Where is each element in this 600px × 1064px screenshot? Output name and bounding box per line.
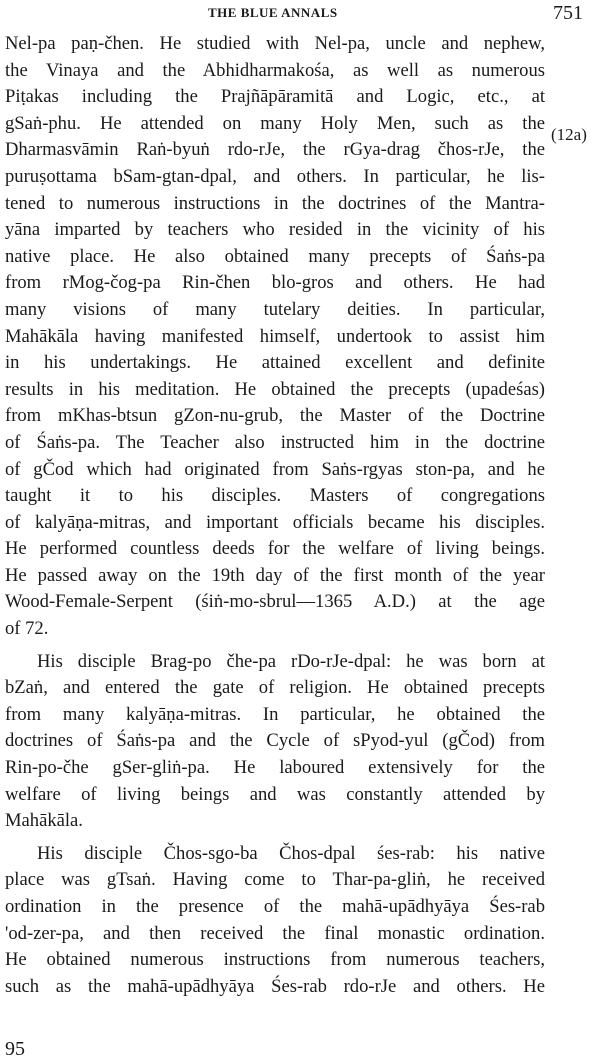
text-line: native place. He also obtained many precepts of Śaṅs-pa xyxy=(5,245,545,267)
text-line: the Vinaya and the Abhidharmakośa, as well as numerous xyxy=(5,59,545,81)
text-line: from many kalyāṇa-mitras. In particular, he obtained the xyxy=(5,703,545,725)
text-line: results in his meditation. He obtained the precepts (upadeśas) xyxy=(5,378,545,400)
text-line: Mahākāla. xyxy=(5,810,83,832)
text-line: He passed away on the 19th day of the first month of the year xyxy=(5,564,545,586)
text-line: Dharmasvāmin Raṅ-byuṅ rdo-rJe, the rGya-drag čhos-rJe, the xyxy=(5,139,545,161)
paragraph xyxy=(5,31,545,643)
text-line: of Śaṅs-pa. The Teacher also instructed him in the doctrine xyxy=(5,431,545,453)
text-line: Rin-po-čhe gSer-gliṅ-pa. He laboured extensively for the xyxy=(5,757,545,779)
margin-note: (12a) xyxy=(551,125,587,144)
body-text xyxy=(5,31,545,1006)
text-line: such as the mahā-upādhyāya Śes-rab rdo-rJe and others. He xyxy=(5,975,545,997)
text-line: He performed countless deeds for the welfare of living beings. xyxy=(5,538,545,560)
text-line: taught it to his disciples. Masters of congregations xyxy=(5,485,545,507)
folio-number: 751 xyxy=(553,2,583,24)
text-line: of kalyāṇa-mitras, and important officials became his disciples. xyxy=(5,511,545,533)
text-line: gSaṅ-phu. He attended on many Holy Men, such as the xyxy=(5,112,545,134)
text-line: from rMog-čog-pa Rin-čhen blo-gros and others. He had xyxy=(5,272,545,294)
page-number: 95 xyxy=(5,1038,25,1060)
page-header xyxy=(0,2,600,26)
text-line: from mKhas-btsun gZon-nu-grub, the Master of the Doctrine xyxy=(5,405,545,427)
text-line: in his undertakings. He attained excellent and definite xyxy=(5,352,545,374)
text-line: doctrines of Śaṅs-pa and the Cycle of sPyod-yul (gČod) from xyxy=(5,730,545,752)
text-line: He obtained numerous instructions from numerous teachers, xyxy=(5,949,545,971)
text-line: welfare of living beings and was constantly attended by xyxy=(5,783,545,805)
text-line: of gČod which had originated from Saṅs-rgyas ston-pa, and he xyxy=(5,458,545,480)
text-line: many visions of many tutelary deities. In particular, xyxy=(5,298,545,320)
text-line: of 72. xyxy=(5,618,49,640)
text-line: His disciple Čhos-sgo-ba Čhos-dpal śes-rab: his native xyxy=(37,842,545,864)
text-line: tened to numerous instructions in the doctrines of the Mantra- xyxy=(5,192,545,214)
text-line: place was gTsaṅ. Having come to Thar-pa-gliṅ, he received xyxy=(5,869,545,891)
text-line: Nel-pa paṇ-čhen. He studied with Nel-pa, uncle and nephew, xyxy=(5,33,545,54)
text-line: yāna imparted by teachers who resided in the vicinity of his xyxy=(5,219,545,241)
text-line: Piṭakas including the Prajñāpāramitā and Logic, etc., at xyxy=(5,86,545,108)
text-line: puruṣottama bSam-gtan-dpal, and others. In particular, he lis- xyxy=(5,165,545,187)
paragraph xyxy=(5,649,545,835)
text-line: Mahākāla having manifested himself, undertook to assist him xyxy=(5,325,545,347)
text-line: His disciple Brag-po čhe-pa rDo-rJe-dpal: he was born at xyxy=(37,650,545,672)
paragraph xyxy=(5,841,545,1001)
text-line: bZaṅ, and entered the gate of religion. He obtained precepts xyxy=(5,677,545,699)
text-line: Wood-Female-Serpent (śiṅ-mo-sbrul—1365 A.D.) at the age xyxy=(5,591,545,613)
text-line: ordination in the presence of the mahā-upādhyāya Śes-rab xyxy=(5,896,545,917)
text-line: 'od-zer-pa, and then received the final monastic ordination. xyxy=(5,922,545,944)
running-title: THE BLUE ANNALS xyxy=(208,5,338,20)
